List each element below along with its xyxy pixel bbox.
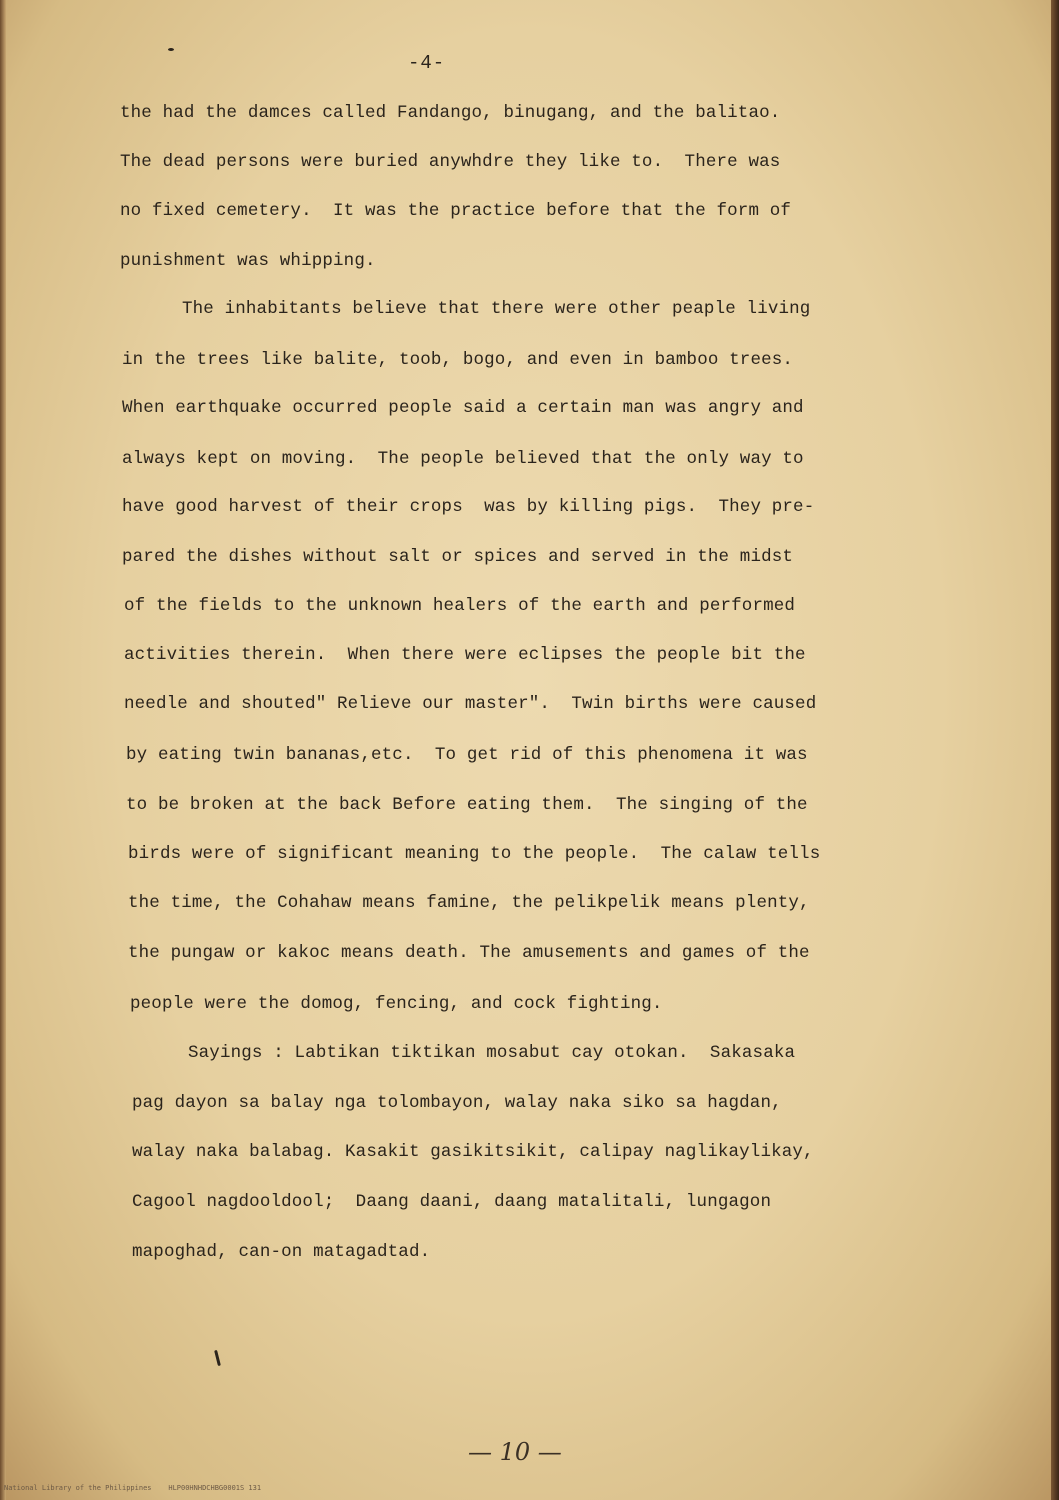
text-line-8: always kept on moving. The people believed that the only way to: [122, 449, 804, 469]
text-line-14: by eating twin bananas,etc. To get rid of this phenomena it was: [126, 745, 808, 765]
text-line-4: punishment was whipping.: [120, 251, 376, 271]
text-line-22: walay naka balabag. Kasakit gasikitsikit, calipay naglikaylikay,: [132, 1142, 814, 1162]
text-line-5: The inhabitants believe that there were other peaple living: [182, 299, 811, 319]
ink-speck: [168, 48, 174, 51]
text-line-7: When earthquake occurred people said a certain man was angry and: [122, 398, 804, 418]
text-line-23: Cagool nagdooldool; Daang daani, daang matalitali, lungagon: [132, 1192, 772, 1212]
text-line-2: The dead persons were buried anywhdre they like to. There was: [120, 152, 781, 172]
text-line-20: Sayings : Labtikan tiktikan mosabut cay otokan. Sakasaka: [188, 1043, 796, 1063]
text-line-1: the had the damces called Fandango, binugang, and the balitao.: [120, 103, 781, 123]
archive-watermark: National Library of the Philippines HLP00HNHDCHBG0001S 131: [4, 1484, 262, 1492]
page-right-edge: [1051, 0, 1059, 1500]
text-line-13: needle and shouted" Relieve our master". Twin births were caused: [124, 694, 817, 714]
text-line-24: mapoghad, can-on matagadtad.: [132, 1242, 431, 1262]
text-line-11: of the fields to the unknown healers of the earth and performed: [124, 596, 796, 616]
text-line-10: pared the dishes without salt or spices and served in the midst: [122, 547, 794, 567]
text-line-16: birds were of significant meaning to the people. The calaw tells: [128, 844, 821, 864]
text-line-18: the pungaw or kakoc means death. The amusements and games of the: [128, 943, 810, 963]
text-line-3: no fixed cemetery. It was the practice before that the form of: [120, 201, 792, 221]
text-line-9: have good harvest of their crops was by killing pigs. They pre-: [122, 497, 815, 517]
text-line-21: pag dayon sa balay nga tolombayon, walay naka siko sa hagdan,: [132, 1093, 782, 1113]
ink-mark: [214, 1350, 221, 1366]
page-label: -4-: [408, 52, 446, 74]
text-line-15: to be broken at the back Before eating them. The singing of the: [126, 795, 808, 815]
text-line-19: people were the domog, fencing, and cock fighting.: [130, 994, 663, 1014]
text-line-17: the time, the Cohahaw means famine, the pelikpelik means plenty,: [128, 893, 810, 913]
page-left-edge: [0, 0, 6, 1500]
text-line-6: in the trees like balite, toob, bogo, and even in bamboo trees.: [122, 350, 794, 370]
text-line-12: activities therein. When there were eclipses the people bit the: [124, 645, 806, 665]
handwritten-page-number: — 10 —: [468, 1438, 562, 1466]
